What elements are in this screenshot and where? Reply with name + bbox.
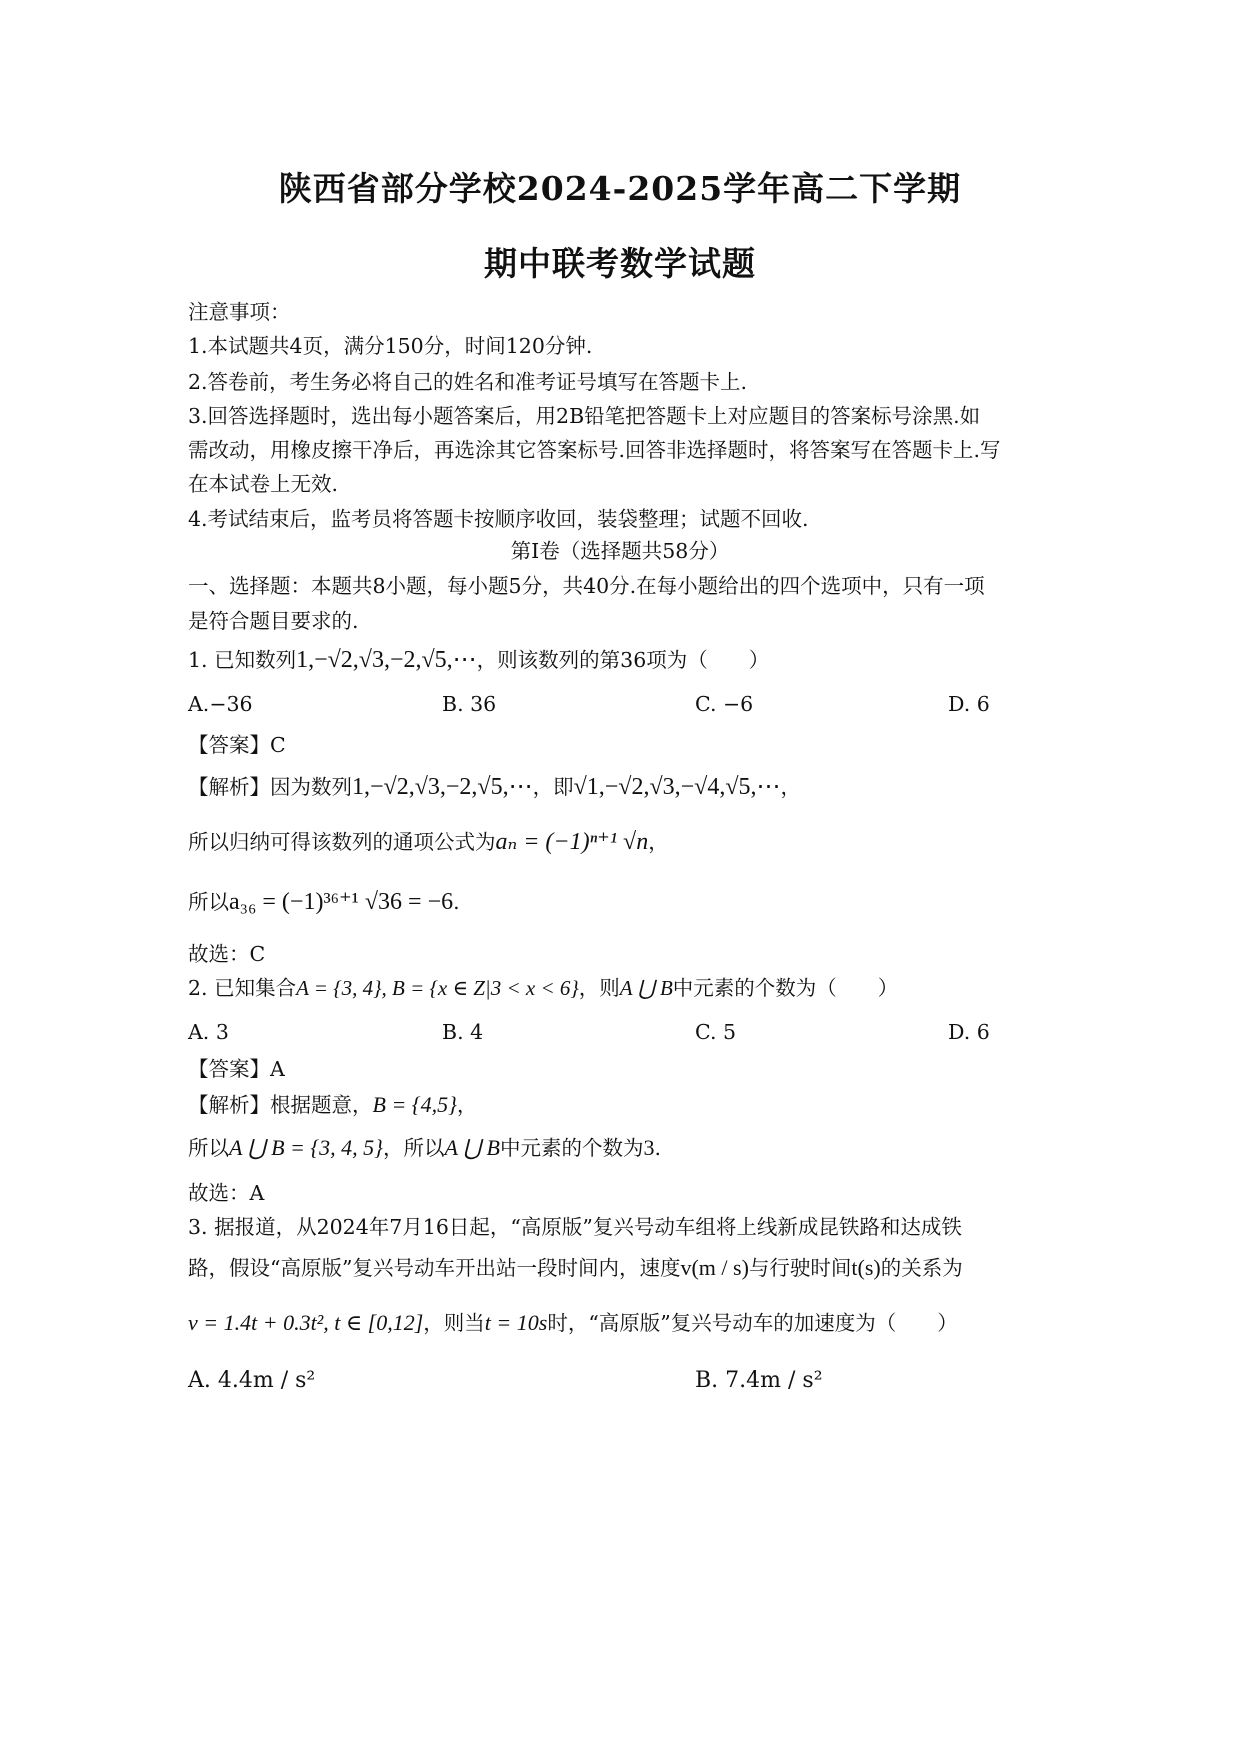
q1-option-b: B. 36 [442,692,497,716]
q1-stem [188,648,769,672]
q1-analysis-line1 [188,775,801,799]
section1-line1: 一、选择题：本题共8小题，每小题5分，共40分.在每小题给出的四个选项中，只有一项 [188,574,985,598]
q2-union: A ⋃ B [619,976,673,1000]
q2-choice: 故选：A [188,1181,265,1205]
q1-line3-end: . [453,890,460,914]
q1-line3-prefix: 所以 [188,890,229,914]
q1-analysis-end: ， [780,775,802,799]
q2-line2-end: . [654,1136,662,1160]
q1-general-term-formula: aₙ = (−1)ⁿ⁺¹ √n [495,829,649,855]
q1-option-d: D. 6 [948,692,990,716]
notice-item-1: 1.本试题共4页，满分150分，时间120分钟. [188,334,593,358]
q1-choice: 故选：C [188,942,266,966]
q2-option-d: D. 6 [948,1020,990,1044]
q2-line2-suffix: 中元素的个数为 [500,1136,644,1160]
q2-analysis-line2 [188,1137,661,1159]
q1-analysis-sequence2: √1,−√2,√3,−√4,√5,⋯ [573,774,781,800]
q1-option-c: C. −6 [695,692,754,716]
q2-stem-mid: ，则 [578,976,620,1000]
q2-set-definition: A = {3, 4}, B = {x ∈ Z|3 < x < 6} [296,976,579,1000]
q2-set-b: B = {4,5} [372,1092,457,1117]
q1-analysis-prefix: 【解析】因为数列 [188,775,352,799]
q2-line2-prefix: 所以 [188,1136,229,1160]
notice-item-2: 2.答卷前，考生务必将自己的姓名和准考证号填写在答题卡上. [188,370,748,394]
exam-title-line2: 期中联考数学试题 [484,244,756,283]
part1-heading: 第Ⅰ卷（选择题共58分） [510,539,730,563]
q2-analysis-line1 [188,1094,477,1116]
q1-a36-formula: a₃₆ = (−1)³⁶⁺¹ √36 = −6 [229,889,454,915]
notice-item-3a: 3.回答选择题时，选出每小题答案后，用2B铅笔把答题卡上对应题目的答案标号涂黑.如 [188,404,981,428]
q3-velocity-unit: v(m / s) [680,1255,749,1280]
q1-stem-sequence: 1,−√2,√3,−2,√5,⋯ [296,647,477,673]
q2-option-a: A. 3 [188,1020,229,1044]
q3-line2-a: 路，假设“高原版”复兴号动车开出站一段时间内，速度 [188,1256,681,1280]
q3-line3-b: 时，“高原版”复兴号动车的加速度为（ ） [547,1311,958,1335]
q1-analysis-sequence1: 1,−√2,√3,−2,√5,⋯ [352,774,533,800]
notice-item-3c: 在本试卷上无效. [188,472,339,496]
q2-stem [188,978,898,999]
q3-line1: 3. 据报道，从2024年7月16日起，“高原版”复兴号动车组将上线新成昆铁路和达成铁 [188,1215,962,1239]
q1-stem-suffix: ，则该数列的第36项为（ ） [476,648,770,672]
q3-line3 [188,1312,958,1334]
q2-line2-mid: ，所以 [382,1136,445,1160]
q3-time-value: t = 10s [484,1310,548,1335]
q1-analysis-line2 [188,830,669,854]
q1-analysis-mid: ，即 [532,775,574,799]
q1-analysis-line3 [188,890,460,914]
q3-time-unit: t(s) [851,1255,881,1280]
q2-analysis-end: ， [456,1093,478,1117]
q2-option-c: C. 5 [695,1020,737,1044]
q2-stem-suffix: 中元素的个数为（ ） [672,976,899,1000]
q3-line3-a: ，则当 [423,1311,485,1335]
q3-line2-b: 与行驶时间 [748,1256,852,1280]
q3-velocity-formula: v = 1.4t + 0.3t², t ∈ [0,12] [188,1310,424,1335]
q1-stem-prefix: 1. 已知数列 [188,648,297,672]
q2-union-result: A ⋃ B = {3, 4, 5} [229,1135,383,1160]
q2-union-2: A ⋃ B [444,1135,500,1160]
q1-line2-prefix: 所以归纳可得该数列的通项公式为 [188,830,496,854]
q1-option-a: A.−36 [188,692,253,716]
q3-option-b: B. 7.4m / s² [695,1368,823,1393]
q3-line2 [188,1257,963,1279]
notice-item-4: 4.考试结束后，监考员将答题卡按顺序收回，装袋整理；试题不回收. [188,507,809,531]
section1-line2: 是符合题目要求的. [188,609,359,633]
q1-answer: 【答案】C [188,733,286,757]
notice-heading: 注意事项： [188,300,291,324]
q2-analysis-prefix: 【解析】根据题意， [188,1093,373,1117]
q1-line2-end: ， [648,830,669,854]
q2-answer: 【答案】A [188,1057,285,1081]
q2-option-b: B. 4 [442,1020,484,1044]
exam-title-line1: 陕西省部分学校2024-2025学年高二下学期 [278,169,962,208]
q2-stem-prefix: 2. 已知集合 [188,976,297,1000]
q3-option-a: A. 4.4m / s² [188,1368,316,1393]
notice-item-3b: 需改动，用橡皮擦干净后，再选涂其它答案标号.回答非选择题时，将答案写在答题卡上.写 [188,438,1001,462]
q2-count-value: 3 [643,1135,655,1160]
q3-line2-c: 的关系为 [880,1256,963,1280]
